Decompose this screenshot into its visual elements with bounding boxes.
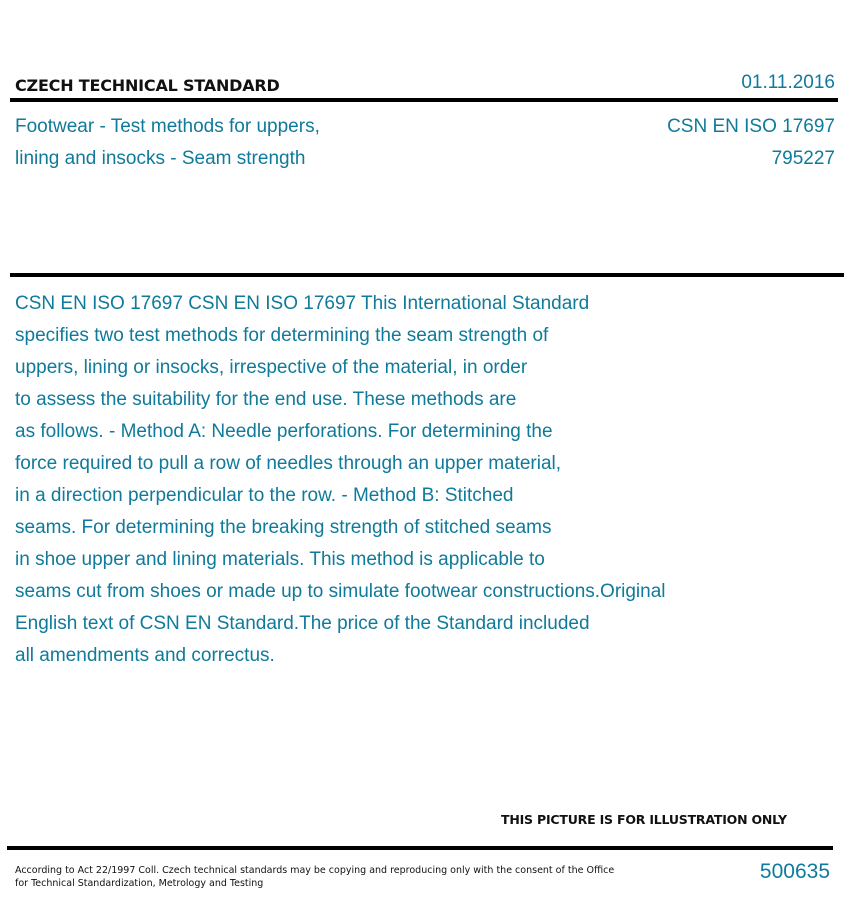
description-line: specifies two test methods for determining the seam strength of (15, 325, 549, 346)
footer-document-number: 500635 (759, 860, 830, 883)
illustration-disclaimer: THIS PICTURE IS FOR ILLUSTRATION ONLY (501, 812, 787, 827)
header-divider (10, 98, 838, 102)
standard-title-line-2: lining and insocks - Seam strength (15, 148, 306, 169)
description-line: English text of CSN EN Standard.The price of the Standard included (15, 613, 590, 634)
description-line: CSN EN ISO 17697 CSN EN ISO 17697 This International Standard (15, 293, 590, 314)
description-line: uppers, lining or insocks, irrespective of the material, in order (15, 357, 528, 378)
description-line: as follows. - Method A: Needle perforations. For determining the (15, 421, 553, 442)
description-line: in shoe upper and lining materials. This method is applicable to (15, 549, 545, 570)
legal-notice (15, 864, 615, 890)
legal-notice-line: According to Act 22/1997 Coll. Czech technical standards may be copying and reproducing only with the consent of the Office (15, 865, 615, 876)
description-line: seams. For determining the breaking strength of stitched seams (15, 517, 552, 538)
description-line: seams cut from shoes or made up to simulate footwear constructions.Original (15, 581, 666, 602)
standard-description (15, 288, 775, 672)
document-type-label: CZECH TECHNICAL STANDARD (15, 76, 280, 95)
standard-code: CSN EN ISO 17697 (667, 116, 835, 137)
catalog-number: 795227 (771, 148, 835, 169)
title-divider (10, 273, 844, 277)
footer-divider (7, 846, 833, 850)
legal-notice-line: for Technical Standardization, Metrology and Testing (15, 878, 264, 889)
standard-title-line-1: Footwear - Test methods for uppers, (15, 116, 320, 137)
publication-date: 01.11.2016 (741, 72, 835, 93)
description-line: all amendments and correctus. (15, 645, 275, 666)
description-line: force required to pull a row of needles through an upper material, (15, 453, 562, 474)
description-line: to assess the suitability for the end use. These methods are (15, 389, 517, 410)
description-line: in a direction perpendicular to the row. - Method B: Stitched (15, 485, 514, 506)
